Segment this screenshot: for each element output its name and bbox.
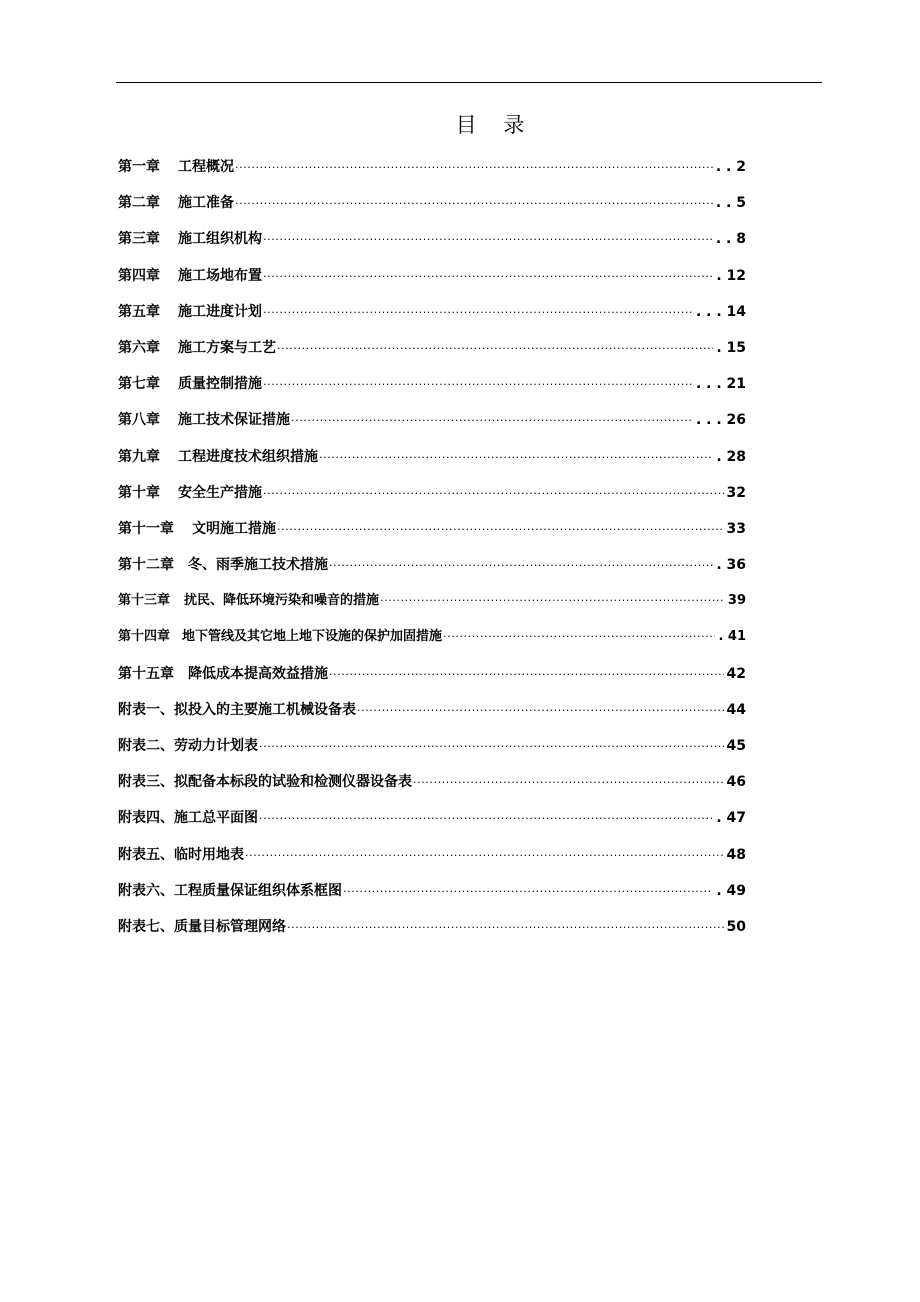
toc-entry-title: 冬、雨季施工技术措施 xyxy=(188,557,328,574)
toc-chapter-label: 第三章 xyxy=(118,231,160,248)
toc-page-number: 42 xyxy=(726,665,746,682)
toc-dot-leader xyxy=(259,732,724,762)
toc-entry-title: 扰民、降低环境污染和噪音的措施 xyxy=(184,593,380,609)
toc-dot-leader xyxy=(380,586,725,616)
toc-entry[interactable] xyxy=(118,767,746,803)
toc-entry[interactable] xyxy=(118,622,746,658)
toc-dot-leader xyxy=(319,443,713,473)
toc-chapter-label: 第八章 xyxy=(118,412,160,429)
toc-page-number: . . 2 xyxy=(715,159,746,175)
toc-dot-leader xyxy=(277,334,713,364)
toc-entry-title: 劳动力计划表 xyxy=(174,738,258,754)
toc-dot-leader xyxy=(287,913,724,943)
toc-entry[interactable] xyxy=(118,261,746,297)
toc-entry[interactable] xyxy=(118,224,746,260)
toc-dot-leader xyxy=(263,225,713,255)
toc-entry-title: 文明施工措施 xyxy=(192,520,276,537)
toc-dot-leader xyxy=(343,877,713,907)
toc-entry-title: 施工场地布置 xyxy=(178,267,262,284)
toc-page-number: . . . 21 xyxy=(695,376,746,393)
toc-list xyxy=(118,152,746,948)
toc-page-number: . 47 xyxy=(716,810,746,827)
toc-dot-leader xyxy=(413,768,724,798)
toc-entry[interactable] xyxy=(118,333,746,369)
toc-page-number: . 12 xyxy=(716,267,746,284)
toc-page-number: . . 5 xyxy=(715,195,746,212)
toc-dot-leader xyxy=(443,622,715,652)
toc-entry-title: 质量控制措施 xyxy=(178,376,262,393)
toc-entry[interactable] xyxy=(118,188,746,224)
toc-entry[interactable] xyxy=(118,912,746,948)
toc-entry[interactable] xyxy=(118,840,746,876)
toc-entry-title: 施工总平面图 xyxy=(174,810,258,827)
toc-chapter-label: 附表六、 xyxy=(118,882,174,899)
toc-entry[interactable] xyxy=(118,876,746,912)
toc-chapter-label: 第十一章 xyxy=(118,520,174,537)
toc-page-number: 39 xyxy=(727,593,746,609)
toc-entry-title: 安全生产措施 xyxy=(178,484,262,501)
toc-dot-leader xyxy=(357,696,724,726)
toc-entry-title: 工程质量保证组织体系框图 xyxy=(174,882,342,899)
toc-dot-leader xyxy=(329,551,713,581)
toc-page-number: . 28 xyxy=(716,448,746,465)
toc-dot-leader xyxy=(235,189,713,219)
toc-entry-title: 拟投入的主要施工机械设备表 xyxy=(174,701,356,718)
toc-entry-title: 施工进度计划 xyxy=(178,303,262,320)
toc-page-number: . 36 xyxy=(716,557,746,574)
toc-chapter-label: 附表五、 xyxy=(118,846,174,863)
toc-entry-title: 施工方案与工艺 xyxy=(178,339,276,356)
toc-dot-leader xyxy=(259,804,713,834)
toc-page-number: . . . 14 xyxy=(695,303,746,320)
toc-entry[interactable] xyxy=(118,442,746,478)
toc-chapter-label: 第四章 xyxy=(118,267,160,284)
toc-entry[interactable] xyxy=(118,550,746,586)
toc-dot-leader xyxy=(277,515,724,545)
toc-entry-title: 降低成本提高效益措施 xyxy=(188,665,328,682)
toc-entry-title: 工程进度技术组织措施 xyxy=(178,448,318,465)
toc-page-number: 48 xyxy=(726,846,746,863)
toc-entry[interactable] xyxy=(118,514,746,550)
toc-page-number: 46 xyxy=(726,774,746,791)
toc-chapter-label: 附表三、 xyxy=(118,774,174,791)
toc-dot-leader xyxy=(263,262,713,292)
toc-dot-leader xyxy=(291,406,693,436)
toc-chapter-label: 附表二、 xyxy=(118,738,174,754)
toc-entry-title: 质量目标管理网络 xyxy=(174,918,286,935)
toc-chapter-label: 第七章 xyxy=(118,376,160,393)
toc-entry-title: 施工准备 xyxy=(178,195,234,212)
toc-chapter-label: 第九章 xyxy=(118,448,160,465)
toc-chapter-label: 第十五章 xyxy=(118,665,174,682)
toc-entry-title: 施工技术保证措施 xyxy=(178,412,290,429)
toc-chapter-label: 附表七、 xyxy=(118,918,174,935)
toc-page-number: 33 xyxy=(726,520,746,537)
toc-page-number: . 15 xyxy=(716,339,746,356)
toc-entry-title: 施工组织机构 xyxy=(178,231,262,248)
toc-page-number: 50 xyxy=(726,918,746,935)
toc-chapter-label: 第六章 xyxy=(118,339,160,356)
toc-chapter-label: 附表四、 xyxy=(118,810,174,827)
toc-chapter-label: 第二章 xyxy=(118,195,160,212)
toc-entry[interactable] xyxy=(118,695,746,731)
toc-dot-leader xyxy=(245,841,724,871)
toc-entry-title: 工程概况 xyxy=(178,159,234,175)
header-rule xyxy=(116,82,822,83)
toc-chapter-label: 第十三章 xyxy=(118,593,171,609)
toc-entry-title: 地下管线及其它地上地下设施的保护加固措施 xyxy=(182,629,443,645)
toc-entry[interactable] xyxy=(118,152,746,188)
toc-page-number: . . . 26 xyxy=(695,412,746,429)
toc-entry-title: 临时用地表 xyxy=(174,846,244,863)
toc-chapter-label: 第一章 xyxy=(118,159,160,175)
toc-page-number: 44 xyxy=(726,701,746,718)
toc-chapter-label: 附表一、 xyxy=(118,701,174,718)
toc-title: 目 录 xyxy=(455,113,535,137)
toc-dot-leader xyxy=(235,153,713,183)
toc-dot-leader xyxy=(263,479,724,509)
toc-dot-leader xyxy=(329,660,724,690)
toc-dot-leader xyxy=(263,298,693,328)
toc-chapter-label: 第十四章 xyxy=(118,629,171,645)
toc-chapter-label: 第十二章 xyxy=(118,557,174,574)
toc-page-number: 32 xyxy=(726,484,746,501)
toc-entry[interactable] xyxy=(118,586,746,622)
toc-entry[interactable] xyxy=(118,405,746,441)
toc-entry[interactable] xyxy=(118,731,746,767)
toc-page-number: . . 8 xyxy=(715,231,746,248)
toc-entry[interactable] xyxy=(118,369,746,405)
toc-chapter-label: 第五章 xyxy=(118,303,160,320)
toc-entry[interactable] xyxy=(118,297,746,333)
toc-chapter-label: 第十章 xyxy=(118,484,160,501)
toc-page-number: 45 xyxy=(726,738,746,754)
toc-page-number: . 49 xyxy=(716,882,746,899)
toc-page-number: . 41 xyxy=(718,629,746,645)
toc-entry[interactable] xyxy=(118,478,746,514)
toc-dot-leader xyxy=(263,370,693,400)
toc-entry-title: 拟配备本标段的试验和检测仪器设备表 xyxy=(174,774,412,791)
toc-entry[interactable] xyxy=(118,803,746,839)
toc-entry[interactable] xyxy=(118,659,746,695)
